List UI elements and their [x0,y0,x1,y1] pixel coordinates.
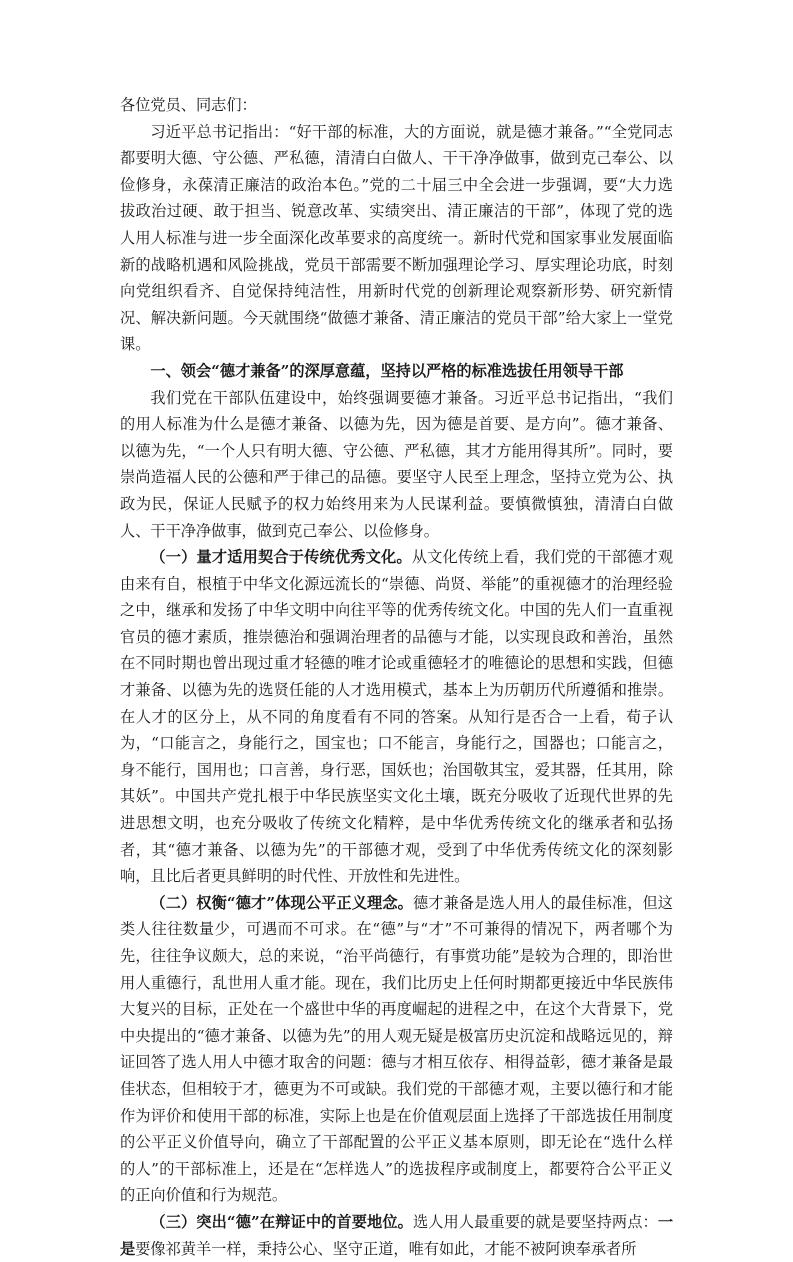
subsection-2-paragraph [120,890,673,1209]
point-label: 一是 [120,1212,673,1258]
section-heading: 一、领会“德才兼备”的深厚意蕴，坚持以严格的标准选拔任用领导干部 [150,361,624,380]
section-lead-paragraph: 我们党在干部队伍建设中，始终强调要德才兼备。习近平总书记指出，“我们的用人标准为什么是德才兼备、以德为先，因为德是首要、是方向”。德才兼备、以德为先，“一个人只有明大德、守公德、严私德，其才方能用得其所”。同时，要崇尚造福人民的公德和严于律己的品德。要坚守人民至上理念，坚持立党为公、执政为民，保证人民赋予的权力始终用来为人民谋利益。要慎微慎独，清清白白做人、干干净净做事，做到克己奉公、以俭修身。 [120,388,673,540]
subsection-3-title: （三）突出“德”在辩证中的首要地位。 [150,1212,413,1231]
subsection-1-paragraph [120,544,673,890]
subsection-2-title: （二）权衡“德才”体现公平正义理念。 [150,893,413,912]
subsection-1-title: （一）量才适用契合于传统优秀文化。 [150,548,412,567]
subsection-3-paragraph [120,1209,673,1262]
subsection-3-body: 选人用人最重要的就是要坚持两点： [412,1212,658,1231]
subsection-1-body: 从文化传统上看，我们党的干部德才观由来有自，根植于中华文化源远流长的“崇德、尚贤、举能”的重视德才的治理经验之中，继承和发扬了中华文明中向往平等的优秀传统文化。中国的先人们一直重视官员的德才素质，推崇德治和强调治理者的品德与才能，以实现良政和善治，虽然在不同时期也曾出现过重才轻德的唯才论或重德轻才的唯德论的思想和实践，但德才兼备、以德为先的选贤任能的人才选用模式，基本上为历朝历代所遵循和推崇。在人才的区分上，从不同的角度看有不同的答案。从知行是否合一上看，荀子认为，“口能言之，身能行之，国宝也；口不能言，身能行之，国器也；口能言之，身不能行，国用也；口言善，身行恶，国妖也；治国敬其宝，爱其器，任其用，除其妖”。中国共产党扎根于中华民族坚实文化土壤，既充分吸收了近现代世界的先进思想文明，也充分吸收了传统文化精粹，是中华优秀传统文化的继承者和弘扬者，其“德才兼备、以德为先”的干部德才观，受到了中华优秀传统文化的深刻影响，且比后者更具鲜明的时代性、开放性和先进性。 [120,548,674,886]
subsection-2-body: 德才兼备是选人用人的最佳标准，但这类人往往数量少，可遇而不可求。在“德”与“才”不可兼得的情况下，两者哪个为先，往往争议颇大，总的来说，“治平尚德行，有事赏功能”是较为合理的，即治世用人重德行，乱世用人重才能。现在，我们比历史上任何时期都更接近中华民族伟大复兴的目标，正处在一个盛世中华的再度崛起的进程之中，在这个大背景下，党中央提出的“德才兼备、以德为先”的用人观无疑是极富历史沉淀和战略远见的，辩证回答了选人用人中德才取舍的问题：德与才相互依存、相得益彰，德才兼备是最佳状态，但相较于才，德更为不可或缺。我们党的干部德才观，主要以德行和才能作为评价和使用干部的标准，实际上也是在价值观层面上选择了干部选拔任用制度的公平正义价值导向，确立了干部配置的公平正义基本原则，即无论在“选什么样的人”的干部标准上，还是在“怎样选人”的选拔程序或制度上，都要符合公平正义的正向价值和行为规范。 [120,893,673,1205]
point-body: 要像祁黄羊一样，秉持公心、坚守正道，唯有如此，才能不被阿谀奉承者所 [135,1239,637,1258]
intro-paragraph: 习近平总书记指出：“好干部的标准，大的方面说，就是德才兼备。”“全党同志都要明大德、守公德、严私德，清清白白做人、干干净净做事，做到克己奉公、以俭修身，永葆清正廉洁的政治本色。”党的二十届三中全会进一步强调，要“大力选拔政治过硬、敢于担当、锐意改革、实绩突出、清正廉洁的干部”，体现了党的选人用人标准与进一步全面深化改革要求的高度统一。新时代党和国家事业发展面临新的战略机遇和风险挑战，党员干部需要不断加强理论学习、厚实理论功底，时刻向党组织看齐、自觉保持纯洁性，用新时代党的创新理论观察新形势、研究新情况、解决新问题。今天就围绕“做德才兼备、清正廉洁的党员干部”给大家上一堂党课。 [120,122,673,354]
greeting: 各位党员、同志们： [120,96,257,114]
